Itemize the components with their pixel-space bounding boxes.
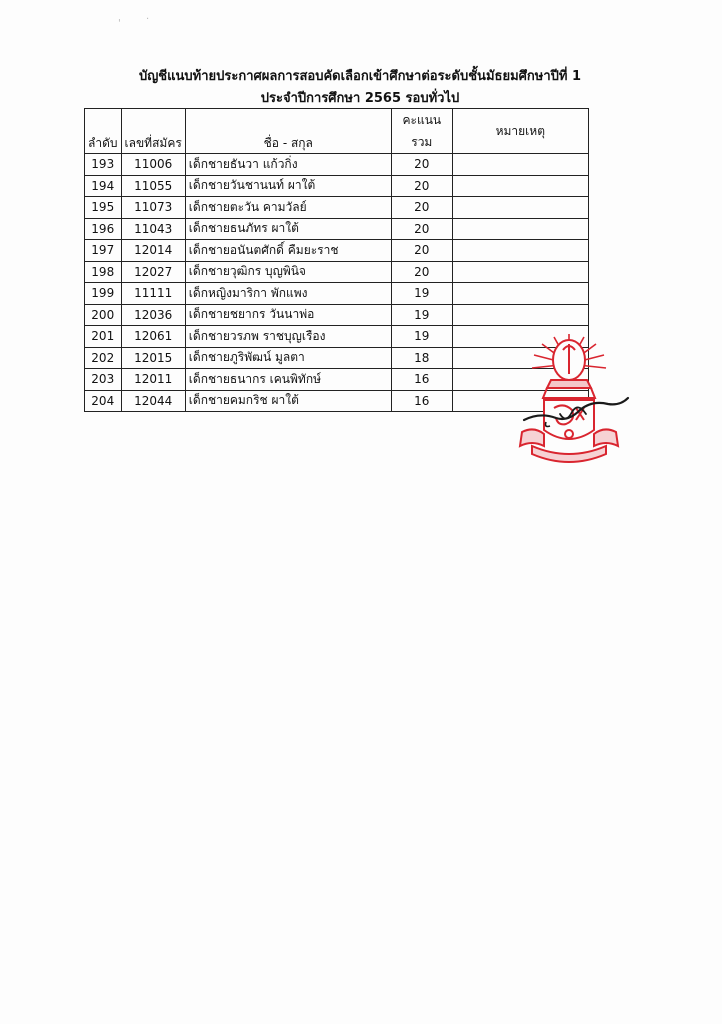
row-order: 199	[85, 283, 122, 305]
row-order: 197	[85, 240, 122, 262]
table-row	[85, 197, 589, 219]
table-row	[85, 347, 589, 369]
row-student-name: เด็กชายธนากร เคนพิทักษ์	[185, 369, 391, 391]
table-row	[85, 304, 589, 326]
row-order: 195	[85, 197, 122, 219]
row-application-number: 12027	[121, 261, 185, 283]
row-remark	[452, 218, 588, 240]
row-student-name: เด็กชายธันวา แก้วกิ่ง	[185, 154, 391, 176]
row-student-name: เด็กหญิงมาริกา พักแพง	[185, 283, 391, 305]
table-row	[85, 390, 589, 412]
row-total-score: 20	[391, 175, 452, 197]
row-total-score: 19	[391, 283, 452, 305]
row-application-number: 12044	[121, 390, 185, 412]
row-total-score: 20	[391, 218, 452, 240]
row-application-number: 11073	[121, 197, 185, 219]
row-student-name: เด็กชายวรภพ ราชบุญเรือง	[185, 326, 391, 348]
header-order: ลำดับ	[85, 109, 122, 154]
row-order: 202	[85, 347, 122, 369]
row-application-number: 11006	[121, 154, 185, 176]
row-total-score: 19	[391, 304, 452, 326]
row-total-score: 20	[391, 197, 452, 219]
header-application-number: เลขที่สมัคร	[121, 109, 185, 154]
row-application-number: 11055	[121, 175, 185, 197]
row-order: 201	[85, 326, 122, 348]
header-score-line-1: คะแนน	[402, 113, 442, 127]
row-remark	[452, 175, 588, 197]
row-remark	[452, 197, 588, 219]
row-order: 203	[85, 369, 122, 391]
row-order: 200	[85, 304, 122, 326]
row-total-score: 19	[391, 326, 452, 348]
row-total-score: 16	[391, 390, 452, 412]
header-remark: หมายเหตุ	[452, 109, 588, 154]
row-application-number: 12011	[121, 369, 185, 391]
table-row	[85, 369, 589, 391]
table-row	[85, 175, 589, 197]
row-order: 194	[85, 175, 122, 197]
row-student-name: เด็กชายภูริพัฒน์ มูลตา	[185, 347, 391, 369]
title-line-1: บัญชีแนบท้ายประกาศผลการสอบคัดเลือกเข้าศึกษาต่อระดับชั้นมัธยมศึกษาปีที่ 1	[138, 69, 582, 84]
header-total-score	[391, 109, 452, 154]
row-student-name: เด็กชายวันชานนท์ ผาใต้	[185, 175, 391, 197]
row-application-number: 12014	[121, 240, 185, 262]
header-name: ชื่อ - สกุล	[185, 109, 391, 154]
row-student-name: เด็กชายอนันตศักดิ์ คืมยะราช	[185, 240, 391, 262]
table-body	[85, 154, 589, 412]
title-line-2: ประจำปีการศึกษา 2565 รอบทั่วไป	[260, 91, 460, 106]
row-student-name: เด็กชายตะวัน คามวัลย์	[185, 197, 391, 219]
table-row	[85, 240, 589, 262]
row-total-score: 16	[391, 369, 452, 391]
row-student-name: เด็กชายคมกริช ผาใต้	[185, 390, 391, 412]
row-remark	[452, 154, 588, 176]
table-row	[85, 283, 589, 305]
row-total-score: 20	[391, 261, 452, 283]
row-order: 196	[85, 218, 122, 240]
row-application-number: 11043	[121, 218, 185, 240]
row-application-number: 12061	[121, 326, 185, 348]
row-application-number: 12036	[121, 304, 185, 326]
row-remark	[452, 261, 588, 283]
table-row	[85, 261, 589, 283]
table-row	[85, 154, 589, 176]
row-student-name: เด็กชายชยากร วันนาพ่อ	[185, 304, 391, 326]
row-student-name: เด็กชายวุฒิกร บุญพินิจ	[185, 261, 391, 283]
row-order: 204	[85, 390, 122, 412]
row-order: 198	[85, 261, 122, 283]
row-application-number: 11111	[121, 283, 185, 305]
handwritten-signature	[520, 392, 630, 432]
row-order: 193	[85, 154, 122, 176]
row-remark	[452, 283, 588, 305]
row-remark	[452, 304, 588, 326]
row-remark	[452, 240, 588, 262]
row-total-score: 20	[391, 240, 452, 262]
table-row	[85, 218, 589, 240]
table-row	[85, 326, 589, 348]
table-header-row	[85, 109, 589, 154]
row-student-name: เด็กชายธนภัทร ผาใต้	[185, 218, 391, 240]
row-total-score: 18	[391, 347, 452, 369]
scan-speck: '	[118, 18, 121, 29]
header-score-line-2: รวม	[411, 135, 433, 149]
row-application-number: 12015	[121, 347, 185, 369]
row-total-score: 20	[391, 154, 452, 176]
scan-speck: ·	[146, 14, 150, 25]
